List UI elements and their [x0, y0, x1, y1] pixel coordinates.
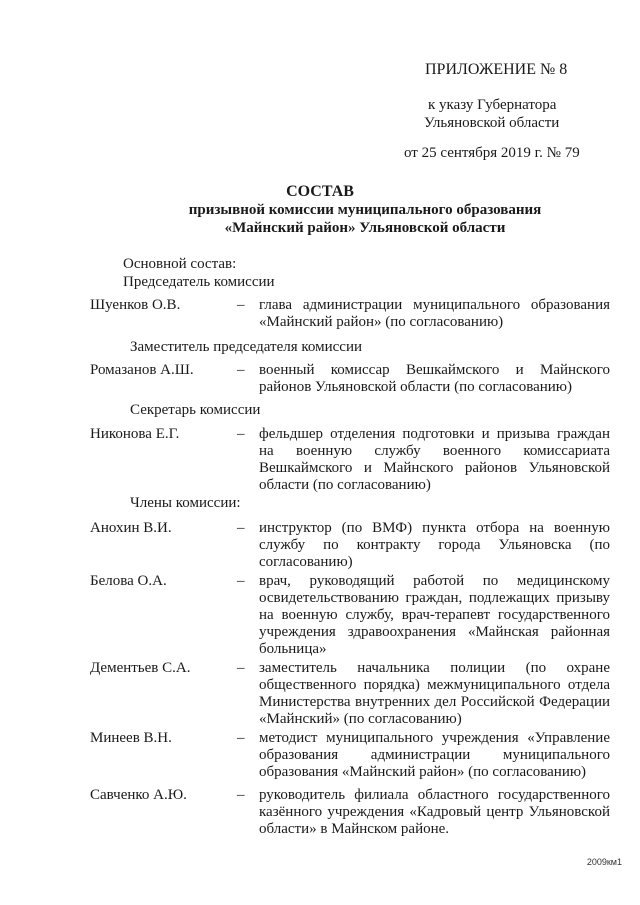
secretary-section-heading: Секретарь комиссии [130, 402, 261, 418]
appendix-number: ПРИЛОЖЕНИЕ № 8 [425, 61, 568, 78]
dash-separator: – [237, 660, 245, 676]
member-role: руководитель филиала областного государственного казённого учреждения «Кадровый центр Ульяновской области» в Майнском районе. [259, 787, 610, 837]
member-name: Никонова Е.Г. [90, 426, 180, 442]
dash-separator: – [237, 573, 245, 589]
member-name: Шуенков О.В. [90, 297, 181, 313]
dash-separator: – [237, 426, 245, 442]
member-name: Дементьев С.А. [90, 660, 191, 676]
chair-section-heading: Председатель комиссии [123, 274, 275, 290]
dash-separator: – [237, 787, 245, 803]
main-composition-heading: Основной состав: [123, 256, 237, 272]
member-role: инструктор (по ВМФ) пункта отбора на военную службу по контракту города Ульяновска (по согласованию) [259, 520, 610, 570]
dash-separator: – [237, 730, 245, 746]
member-role: военный комиссар Вешкаймского и Майнского районов Ульяновской области (по согласованию) [259, 362, 610, 395]
member-role: заместитель начальника полиции (по охране общественного порядка) межмуниципального отдела Министерства внутренних дел Российской Федерации «Майнский» (по согласованию) [259, 660, 610, 727]
document-subtitle-line2: «Майнский район» Ульяновской области [224, 220, 506, 236]
deputy-section-heading: Заместитель председателя комиссии [130, 339, 363, 355]
member-role: методист муниципального учреждения «Управление образования администрации муниципального образования «Майнский район» (по согласованию) [259, 730, 610, 780]
document-code: 2009км1 [586, 857, 622, 867]
member-name: Минеев В.Н. [90, 730, 172, 746]
members-section-heading: Члены комиссии: [130, 495, 241, 511]
member-name: Савченко А.Ю. [90, 787, 187, 803]
member-role: глава администрации муниципального образования «Майнский район» (по согласованию) [259, 297, 610, 330]
member-role: фельдшер отделения подготовки и призыва граждан на военную службу военного комиссариата Вешкаймского и Майнского районов Ульяновской области (по согласованию) [259, 426, 610, 493]
member-name: Белова О.А. [90, 573, 167, 589]
member-name: Анохин В.И. [90, 520, 172, 536]
dash-separator: – [237, 297, 245, 313]
document-title: СОСТАВ [286, 183, 354, 200]
document-subtitle-line1: призывной комиссии муниципального образования [188, 202, 542, 218]
dash-separator: – [237, 362, 245, 378]
member-name: Ромазанов А.Ш. [90, 362, 194, 378]
decree-reference-line1: к указу Губернатора [428, 97, 557, 113]
dash-separator: – [237, 520, 245, 536]
decree-reference-line2: Ульяновской области [424, 115, 560, 131]
member-role: врач, руководящий работой по медицинскому освидетельствованию граждан, подлежащих призыву на военную службу, врач-терапевт государственного учреждения здравоохранения «Майнская районная больница» [259, 573, 610, 657]
decree-date: от 25 сентября 2019 г. № 79 [404, 145, 580, 161]
